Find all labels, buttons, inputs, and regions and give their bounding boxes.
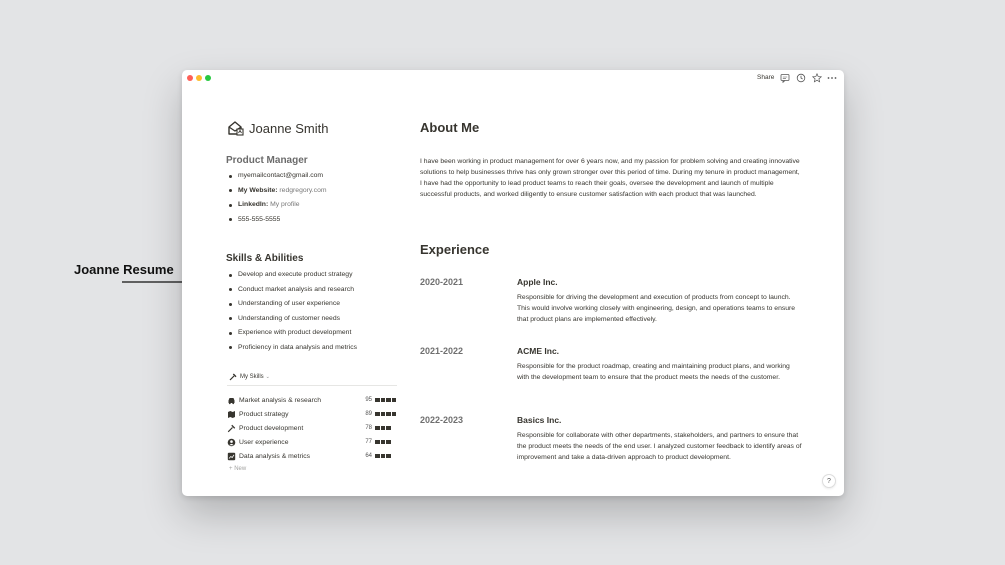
user-circle-icon	[227, 438, 236, 447]
experience-description: Responsible for the product roadmap, creating and maintaining product plans, and working with the development team to ensure that the product meets the needs of the customer.	[517, 363, 790, 381]
list-item: Understanding of customer needs	[228, 312, 357, 327]
comment-icon[interactable]	[780, 73, 790, 83]
score-bar-square	[386, 412, 391, 417]
annotation-label: Joanne Resume	[74, 262, 174, 277]
table-row[interactable]: User experience 77	[227, 436, 397, 448]
app-window	[182, 70, 844, 496]
experience-years: 2020-2021	[420, 277, 464, 287]
score-bar-square	[375, 398, 380, 403]
score-bars	[375, 454, 397, 459]
score-bar-square	[386, 398, 391, 403]
list-item: Understanding of user experience	[228, 297, 357, 312]
score-bar-square	[381, 398, 386, 403]
score-bars	[375, 426, 397, 431]
contact-website: My Website: redgregory.com	[228, 184, 327, 199]
skills-list	[228, 268, 357, 355]
about-text: I have been working in product management for over 6 years now, and my passion for problem solving and creating innovative solutions to help businesses thrive has only grown stronger over this period of time. During my tenure in product management, I have had the opportunity to lead product teams to reach their goals, oversee the development and launch of multiple successful products, and worked diligently to ensure customer satisfaction with each product that was launched.	[420, 158, 800, 198]
score-bar-square	[375, 426, 380, 431]
contact-list	[228, 169, 327, 227]
website-link[interactable]: redgregory.com	[279, 186, 327, 194]
share-button[interactable]: Share	[757, 74, 775, 81]
car-icon	[227, 396, 236, 405]
score-bar-square	[381, 454, 386, 459]
about-heading: About Me	[420, 120, 480, 135]
minimize-window-button[interactable]	[196, 75, 202, 81]
contact-linkedin: LinkedIn: My profile	[228, 198, 327, 213]
close-window-button[interactable]	[187, 75, 193, 81]
score-bar-square	[375, 440, 380, 445]
experience-company: Apple Inc.	[517, 277, 558, 287]
table-row[interactable]: Data analysis & metrics 64	[227, 450, 397, 462]
skills-heading: Skills & Abilities	[226, 253, 304, 264]
list-item: Proficiency in data analysis and metrics	[228, 341, 357, 356]
table-row[interactable]: Product development 78	[227, 422, 397, 434]
score-bars	[375, 440, 397, 445]
experience-description: Responsible for driving the development and execution of products from concept to launch. This would involve working closely with engineering, design, and operations teams to ensure that product plans are implemented effectively.	[517, 294, 796, 323]
experience-years: 2021-2022	[420, 346, 464, 356]
contact-phone: 555-555-5555	[228, 213, 327, 228]
profile-name: Joanne Smith	[249, 120, 329, 136]
score-bar-square	[386, 454, 391, 459]
table-row[interactable]: Market analysis & research 95	[227, 394, 397, 406]
history-icon[interactable]	[796, 73, 806, 83]
contact-email: myemailcontact@gmail.com	[228, 169, 327, 184]
table-row[interactable]: Product strategy 89	[227, 408, 397, 420]
star-icon[interactable]	[812, 73, 822, 83]
maximize-window-button[interactable]	[205, 75, 211, 81]
list-item: Experience with product development	[228, 326, 357, 341]
experience-years: 2022-2023	[420, 415, 464, 425]
score-bar-square	[386, 426, 391, 431]
score-bar-square	[381, 412, 386, 417]
chevron-down-icon: ⌄	[265, 374, 270, 380]
skills-database-title[interactable]: My Skills ⌄	[229, 373, 270, 381]
score-bar-square	[392, 398, 397, 403]
mail-stamp-icon	[227, 120, 244, 136]
experience-company: Basics Inc.	[517, 415, 562, 425]
plus-icon: +	[229, 466, 233, 472]
map-icon	[227, 410, 236, 419]
experience-description: Responsible for collaborate with other departments, stakeholders, and partners to ensure that the product meets the needs of the end user. I analyzed customer feedback to identify areas of improvement and take a data-driven approach to product development.	[517, 432, 802, 461]
score-bar-square	[381, 440, 386, 445]
help-button[interactable]: ?	[822, 474, 836, 488]
score-bar-square	[381, 426, 386, 431]
score-bar-square	[392, 412, 397, 417]
hammer-icon	[227, 424, 236, 433]
more-icon[interactable]	[827, 73, 837, 83]
new-row-button[interactable]: + New	[229, 466, 247, 472]
profile-header	[227, 120, 329, 136]
experience-company: ACME Inc.	[517, 346, 560, 356]
divider	[227, 385, 397, 386]
title-bar	[182, 70, 844, 86]
score-bar-square	[386, 440, 391, 445]
job-title: Product Manager	[226, 155, 308, 166]
linkedin-link[interactable]: My profile	[270, 201, 300, 208]
list-item: Develop and execute product strategy	[228, 268, 357, 283]
score-bars	[375, 412, 397, 417]
list-item: Conduct market analysis and research	[228, 283, 357, 298]
score-bars	[375, 398, 397, 403]
score-bar-square	[375, 454, 380, 459]
chart-icon	[227, 452, 236, 461]
experience-heading: Experience	[420, 242, 490, 257]
hammer-icon	[229, 373, 237, 381]
score-bar-square	[375, 412, 380, 417]
